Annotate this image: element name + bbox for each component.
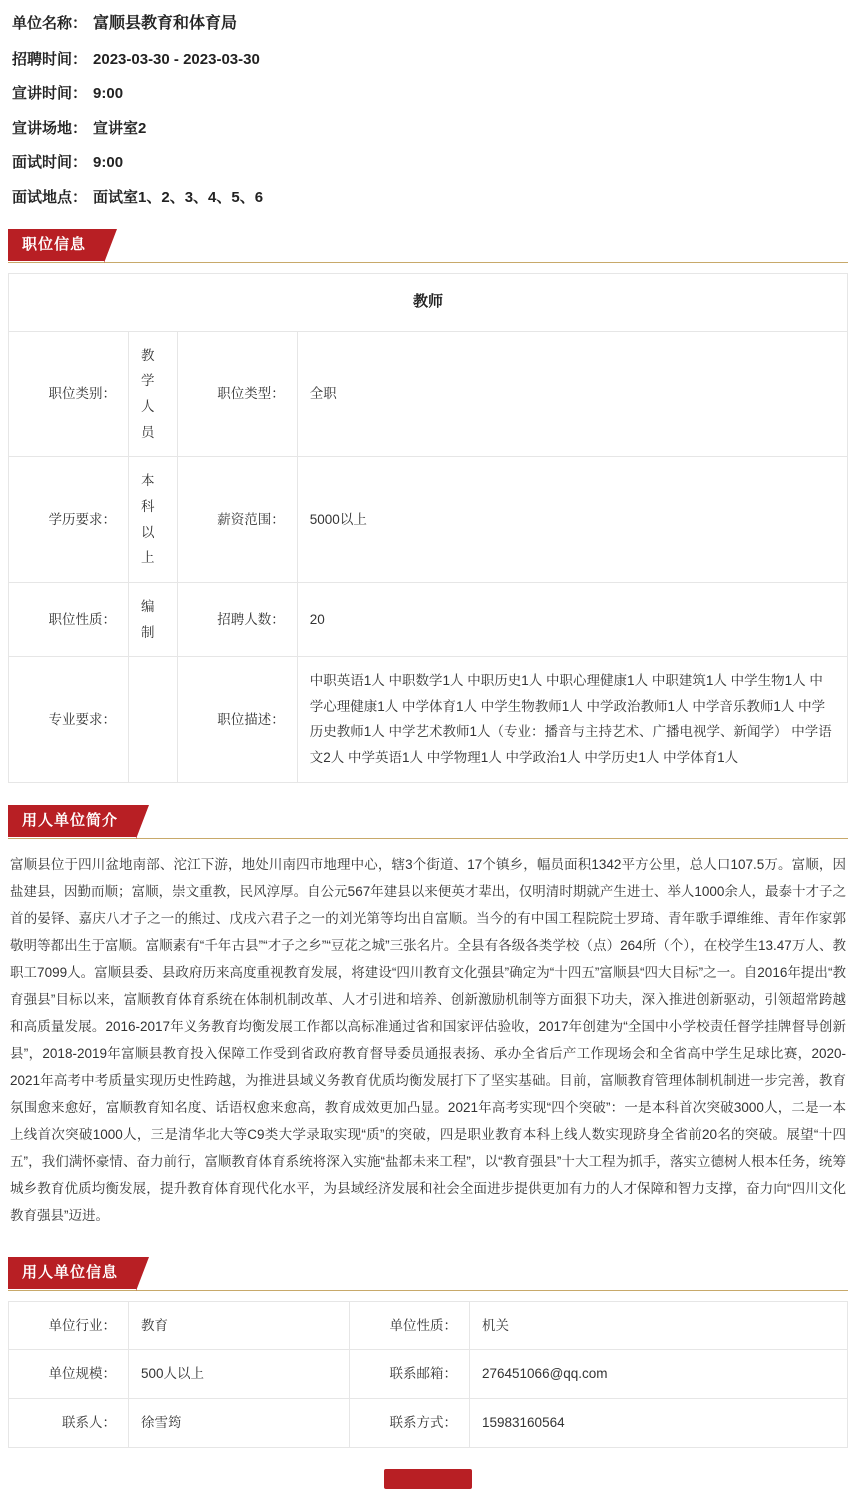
table-row: [9, 331, 848, 457]
recruit-date-value: 2023-03-30 - 2023-03-30: [93, 50, 260, 68]
interview-time-value: 9:00: [93, 154, 124, 172]
section-title-company-info: 用人单位信息: [8, 1257, 136, 1289]
job-type-value: 全职: [297, 331, 847, 457]
email-value: 276451066@qq.com: [470, 1350, 848, 1399]
job-nature-value: 编制: [129, 582, 178, 656]
email-label: 联系邮箱：: [350, 1350, 470, 1399]
footer-action-area: [8, 1466, 848, 1493]
talk-time-value: 9:00: [93, 85, 124, 103]
job-description-label: 职位描述：: [177, 657, 297, 783]
table-row: [9, 1350, 848, 1399]
interview-place-value: 面试室1、2、3、4、5、6: [93, 188, 264, 206]
phone-label: 联系方式：: [350, 1399, 470, 1448]
section-header-company-intro: [8, 805, 848, 839]
interview-place-label: 面试地点：: [12, 188, 88, 206]
unit-nature-label: 单位性质：: [350, 1301, 470, 1350]
job-info-table: [8, 273, 848, 782]
table-row: [9, 1399, 848, 1448]
industry-value: 教育: [129, 1301, 350, 1350]
education-value: 本科以上: [129, 457, 178, 583]
table-row: [9, 657, 848, 783]
major-requirement-label: 专业要求：: [9, 657, 129, 783]
job-description-value: 中职英语1人 中职数学1人 中职历史1人 中职心理健康1人 中职建筑1人 中学生物1人 中学心理健康1人 中学体育1人 中学生物教师1人 中学政治教师1人 中学音乐教师1人 中学历史教师1人 中学艺术教师1人（专业：播音与主持艺术、广播电视学、新闻学） 中学语文2人 中学英语1人 中学物理1人 中学政治1人 中学历史1人 中学体育1人: [297, 657, 847, 783]
contact-person-value: 徐雪筠: [129, 1399, 350, 1448]
section-header-company-info: [8, 1257, 848, 1291]
section-divider: [8, 1290, 848, 1291]
company-intro-paragraph: 富顺县位于四川盆地南部、沱江下游，地处川南四市地理中心，辖3个街道、17个镇乡，幅员面积1342平方公里，总人口107.5万。富顺，因盐建县，因勤而顺；富顺，崇文重教，民风淳厚。自公元567年建县以来便英才辈出，仅明清时期就产生进士、举人1000余人，最泰十才子之首的晏铎、嘉庆八才子之一的熊过、戊戌六君子之一的刘光第等均出自富顺。当今的有中国工程院院士罗琦、青年歌手谭维维、青年作家郭敬明等都出生于富顺。富顺素有“千年古县”“才子之乡”“豆花之城”三张名片。全县有各级各类学校（点）264所（个），在校学生13.47万人、教职工7099人。富顺县委、县政府历来高度重视教育发展，将建设“四川教育文化强县”确定为“十四五”富顺县“四大目标”之一。自2016年提出“教育强县”目标以来，富顺教育体育系统在体制机制改革、人才引进和培养、创新激励机制等方面狠下功夫，深入推进创新驱动，引领超常跨越和高质量发展。2016-2017年义务教育均衡发展工作都以高标准通过省和国家评估验收，2017年创建为“全国中小学校责任督学挂牌督导创新县”，2018-2019年富顺县教育投入保障工作受到省政府教育督导委员通报表扬、承办全省后产工作现场会和全省高中学生足球比赛，2020-2021年高考中考质量实现历史性跨越，为推进县域义务教育优质均衡发展打下了坚实基础。目前，富顺教育管理体制机制进一步完善，教育氛围愈来愈好，富顺教育知名度、话语权愈来愈高，教育成效更加凸显。2021年高考实现“四个突破”：一是本科首次突破3000人，二是一本上线首次突破1000人，三是清华北大等C9类大学录取实现“质”的突破，四是职业教育本科上线人数实现跻身全省前20名的突破。展望“十四五”，我们满怀豪情、奋力前行，富顺教育体育系统将深入实施“盐都未来工程”，以“教育强县”十大工程为抓手，落实立德树人根本任务，统筹城乡教育优质均衡发展，提升教育体育现代化水平，为县域经济发展和社会全面进步提供更加有力的人才保障和智力支撑，奋力向“四川文化教育强县”迈进。: [10, 856, 846, 1223]
job-type-label: 职位类型：: [177, 331, 297, 457]
company-info-table: [8, 1301, 848, 1448]
unit-nature-value: 机关: [470, 1301, 848, 1350]
salary-value: 5000以上: [297, 457, 847, 583]
header-row-unit-name: [12, 14, 844, 35]
job-title: 教师: [9, 274, 848, 332]
industry-label: 单位行业：: [9, 1301, 129, 1350]
recruit-date-label: 招聘时间：: [12, 50, 88, 68]
header-row-interview-place: [12, 188, 844, 208]
job-category-value: 教学人员: [129, 331, 178, 457]
header-row-recruit-date: [12, 50, 844, 70]
section-divider: [8, 262, 848, 263]
section-title-company-intro: 用人单位简介: [8, 805, 136, 837]
table-row: [9, 457, 848, 583]
salary-label: 薪资范围：: [177, 457, 297, 583]
unit-name-label: 单位名称：: [12, 15, 88, 32]
table-row: [9, 1301, 848, 1350]
interview-time-label: 面试时间：: [12, 154, 88, 172]
phone-value: 15983160564: [470, 1399, 848, 1448]
major-requirement-value: [129, 657, 178, 783]
section-title-job-info: 职位信息: [8, 229, 104, 261]
header-row-talk-venue: [12, 119, 844, 139]
scale-label: 单位规模：: [9, 1350, 129, 1399]
talk-venue-label: 宣讲场地：: [12, 119, 88, 137]
table-row-job-title: [9, 274, 848, 332]
talk-time-label: 宣讲时间：: [12, 85, 88, 103]
job-nature-label: 职位性质：: [9, 582, 129, 656]
header-row-interview-time: [12, 153, 844, 173]
unit-name-value: 富顺县教育和体育局: [93, 15, 238, 32]
posting-header: [8, 10, 848, 207]
job-category-label: 职位类别：: [9, 331, 129, 457]
scale-value: 500人以上: [129, 1350, 350, 1399]
contact-person-label: 联系人：: [9, 1399, 129, 1448]
headcount-label: 招聘人数：: [177, 582, 297, 656]
section-divider: [8, 838, 848, 839]
education-label: 学历要求：: [9, 457, 129, 583]
primary-action-button[interactable]: [384, 1469, 472, 1489]
headcount-value: 20: [297, 582, 847, 656]
talk-venue-value: 宣讲室2: [93, 119, 147, 137]
header-row-talk-time: [12, 84, 844, 104]
table-row: [9, 582, 848, 656]
section-header-job-info: [8, 229, 848, 263]
